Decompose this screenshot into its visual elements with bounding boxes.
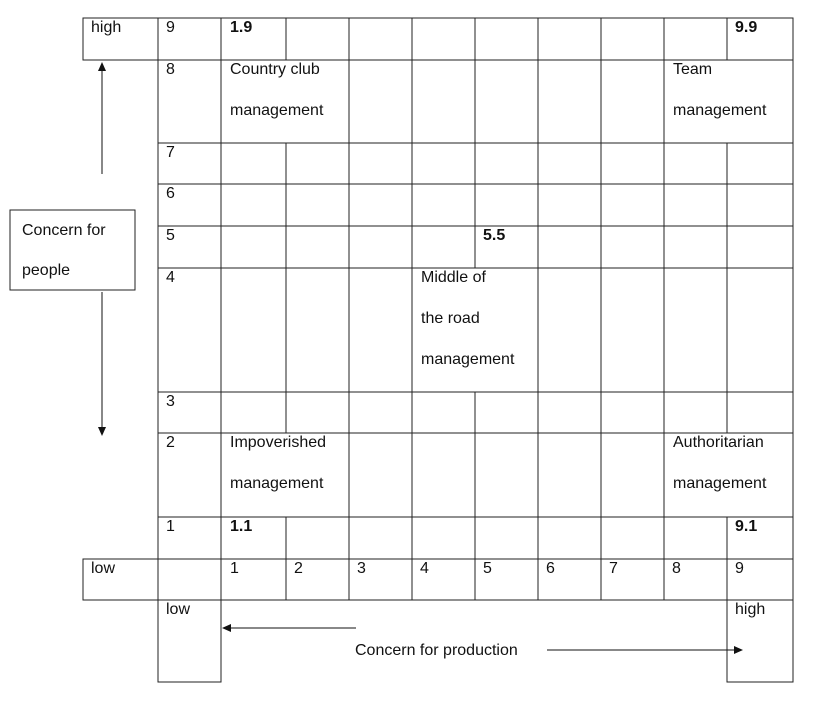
col-label-3: 3 <box>357 560 366 577</box>
y-axis-title-line2: people <box>22 262 71 279</box>
x-axis-high-label: high <box>735 601 766 618</box>
col-label-9: 9 <box>735 560 744 577</box>
row-label-1: 1 <box>166 518 175 535</box>
style-impoverished-line1: Impoverished <box>230 434 327 451</box>
row-label-4: 4 <box>166 269 175 286</box>
row-label-7: 7 <box>166 144 175 161</box>
col-label-2: 2 <box>294 560 303 577</box>
row-label-8: 8 <box>166 61 175 78</box>
point-5-5: 5.5 <box>483 227 506 244</box>
point-9-1: 9.1 <box>735 518 758 535</box>
col-label-6: 6 <box>546 560 555 577</box>
row-label-2: 2 <box>166 434 175 451</box>
point-9-9: 9.9 <box>735 19 758 36</box>
style-team-line1: Team <box>673 61 713 78</box>
x-axis-low-label: low <box>166 601 191 618</box>
col-label-4: 4 <box>420 560 429 577</box>
col-label-1: 1 <box>230 560 239 577</box>
style-middle-line2: the road <box>421 310 480 327</box>
style-country-club-line2: management <box>230 102 324 119</box>
x-axis-title: Concern for production <box>355 642 518 659</box>
style-country-club-line1: Country club <box>230 61 320 78</box>
row-label-9: 9 <box>166 19 175 36</box>
row-label-5: 5 <box>166 227 175 244</box>
style-authoritarian-line2: management <box>673 475 767 492</box>
col-label-7: 7 <box>609 560 618 577</box>
style-middle-line1: Middle of <box>421 269 486 286</box>
style-team-line2: management <box>673 102 767 119</box>
y-axis-low-label: low <box>91 560 116 577</box>
y-axis-title-line1: Concern for <box>22 222 106 239</box>
y-axis-high-label: high <box>91 19 122 36</box>
style-authoritarian-line1: Authoritarian <box>673 434 764 451</box>
point-1-9: 1.9 <box>230 19 253 36</box>
style-middle-line3: management <box>421 351 515 368</box>
row-label-3: 3 <box>166 393 175 410</box>
col-label-5: 5 <box>483 560 492 577</box>
y-axis-arrows <box>98 62 106 436</box>
point-1-1: 1.1 <box>230 518 253 535</box>
col-label-8: 8 <box>672 560 681 577</box>
row-label-6: 6 <box>166 185 175 202</box>
style-impoverished-line2: management <box>230 475 324 492</box>
